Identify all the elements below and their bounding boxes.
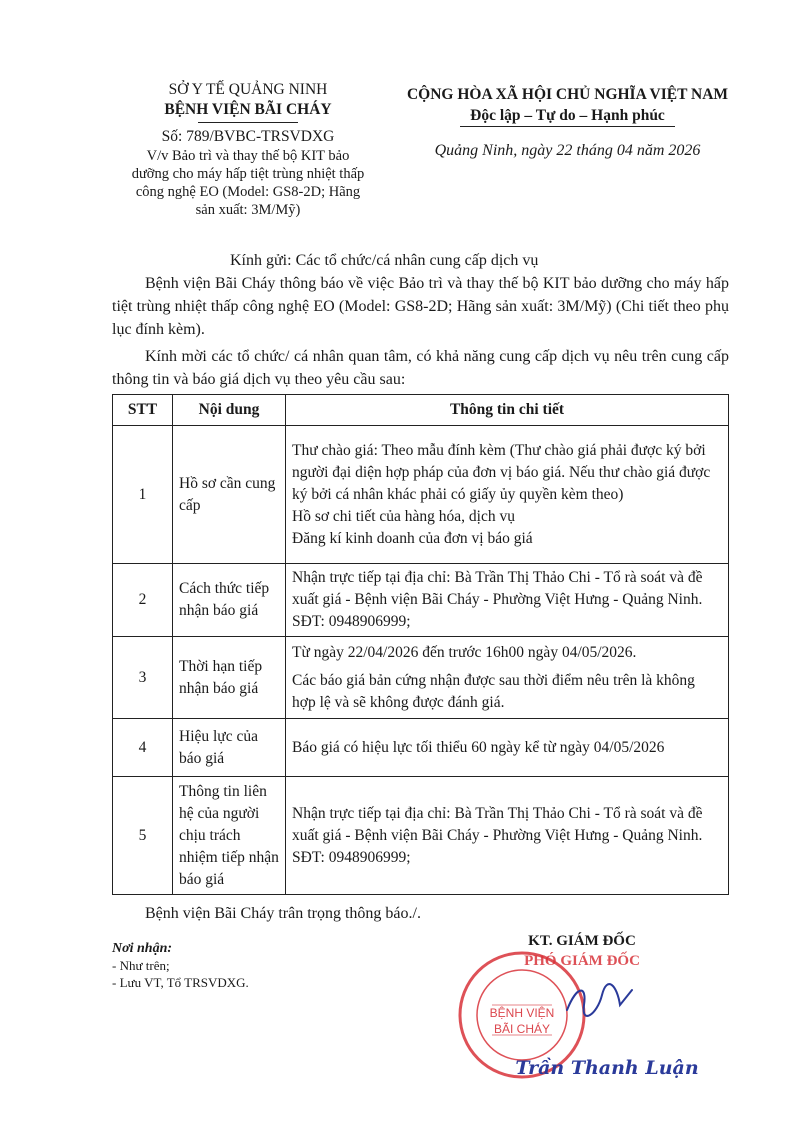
row-content: Cách thức tiếp nhận báo giá [173, 564, 286, 637]
row-stt: 5 [113, 777, 173, 895]
header-left-rule [198, 122, 298, 123]
recipient-item: - Như trên; [112, 958, 170, 973]
table-row [113, 426, 729, 564]
paragraph-1: Bệnh viện Bãi Cháy thông báo về việc Bảo trì và thay thế bộ KIT bảo dưỡng cho máy hấp tiệt trùng nhiệt thấp công nghệ EO (Model: GS8-2D; Hãng sản xuất: 3M/Mỹ) (Chi tiết theo phụ lục đính kèm). [112, 275, 729, 338]
country-name: CỘNG HÒA XÃ HỘI CHỦ NGHĨA VIỆT NAM [406, 86, 729, 103]
recipients-block [112, 940, 249, 991]
row-stt: 3 [113, 637, 173, 719]
closing-line: Bệnh viện Bãi Cháy trân trọng thông báo./. [145, 905, 421, 922]
row-stt: 4 [113, 719, 173, 777]
signer-name: Trần Thanh Luận [515, 1057, 699, 1079]
header-right [395, 84, 740, 161]
table-row [113, 564, 729, 637]
detail-line: Hồ sơ chi tiết của hàng hóa, dịch vụ [292, 507, 515, 525]
col-header-content: Nội dung [173, 395, 286, 426]
col-header-details: Thông tin chi tiết [286, 395, 729, 426]
detail-line: Các báo giá bản cứng nhận được sau thời điểm nêu trên là không hợp lệ và sẽ không được đánh giá. [292, 671, 695, 711]
col-header-stt: STT [113, 395, 173, 426]
recipients-title: Nơi nhận: [112, 941, 173, 956]
row-details [286, 426, 729, 564]
detail-line: Báo giá có hiệu lực tối thiểu 60 ngày kể từ ngày 04/05/2026 [292, 738, 665, 756]
row-details [286, 777, 729, 895]
row-content: Hồ sơ cần cung cấp [173, 426, 286, 564]
row-details [286, 719, 729, 777]
stamp-text-1: BỆNH VIỆN [489, 1006, 555, 1020]
paragraph-2: Kính mời các tổ chức/ cá nhân quan tâm, có khả năng cung cấp dịch vụ nêu trên cung cấp thông tin và báo giá dịch vụ theo yêu cầu sau: [112, 348, 729, 388]
header-right-rule [460, 126, 675, 127]
recipient-item: - Lưu VT, Tổ TRSVDXG. [112, 975, 249, 990]
document-subject: V/v Bảo trì và thay thế bộ KIT bảo dưỡng cho máy hấp tiệt trùng nhiệt thấp công nghệ EO (Model: GS8-2D; Hãng sản xuất: 3M/Mỹ) [131, 148, 365, 218]
requirements-table [112, 394, 729, 895]
agency-name: SỞ Y TẾ QUẢNG NINH [168, 81, 328, 98]
detail-line: Nhận trực tiếp tại địa chỉ: Bà Trần Thị Thảo Chi - Tổ rà soát và đề xuất giá - Bệnh viện Bãi Cháy - Phường Việt Hưng - Quảng Ninh. SĐT: 0948906999; [292, 804, 703, 866]
national-motto: Độc lập – Tự do – Hạnh phúc [470, 107, 665, 124]
detail-line: Từ ngày 22/04/2026 đến trước 16h00 ngày 04/05/2026. [292, 643, 637, 661]
row-stt: 1 [113, 426, 173, 564]
hospital-name: BỆNH VIỆN BÃI CHÁY [164, 101, 332, 118]
stamp-text-2: BÃI CHÁY [493, 1022, 551, 1036]
row-content: Thông tin liên hệ của người chịu trách nhiệm tiếp nhận báo giá [173, 777, 286, 895]
document-date: Quảng Ninh, ngày 22 tháng 04 năm 2026 [434, 142, 701, 159]
detail-line: Nhận trực tiếp tại địa chỉ: Bà Trần Thị Thảo Chi - Tổ rà soát và đề xuất giá - Bệnh viện Bãi Cháy - Phường Việt Hưng - Quảng Ninh. SĐT: 0948906999; [292, 569, 703, 630]
signer-role-deputy: PHÓ GIÁM ĐỐC [524, 953, 640, 969]
row-content: Thời hạn tiếp nhận báo giá [173, 637, 286, 719]
signer-role: KT. GIÁM ĐỐC [528, 933, 636, 949]
table-row [113, 637, 729, 719]
row-stt: 2 [113, 564, 173, 637]
document-number: Số: 789/BVBC-TRSVDXG [161, 128, 335, 145]
row-details [286, 564, 729, 637]
row-details [286, 637, 729, 719]
table-row [113, 719, 729, 777]
table-row [113, 777, 729, 895]
detail-line: Đăng kí kinh doanh của đơn vị báo giá [292, 529, 533, 547]
detail-line: Thư chào giá: Theo mẫu đính kèm (Thư chào giá phải được ký bởi người đại diện hợp pháp của đơn vị báo giá. Nếu thư chào giá được ký bởi cá nhân khác phải có giấy ủy quyền kèm theo) [292, 441, 711, 503]
signature-area [452, 925, 712, 1095]
recipient-line: Kính gửi: Các tổ chức/cá nhân cung cấp dịch vụ [230, 252, 539, 269]
handwritten-signature [562, 980, 642, 1020]
row-content: Hiệu lực của báo giá [173, 719, 286, 777]
header-left [118, 80, 378, 219]
table-header-row [113, 395, 729, 426]
